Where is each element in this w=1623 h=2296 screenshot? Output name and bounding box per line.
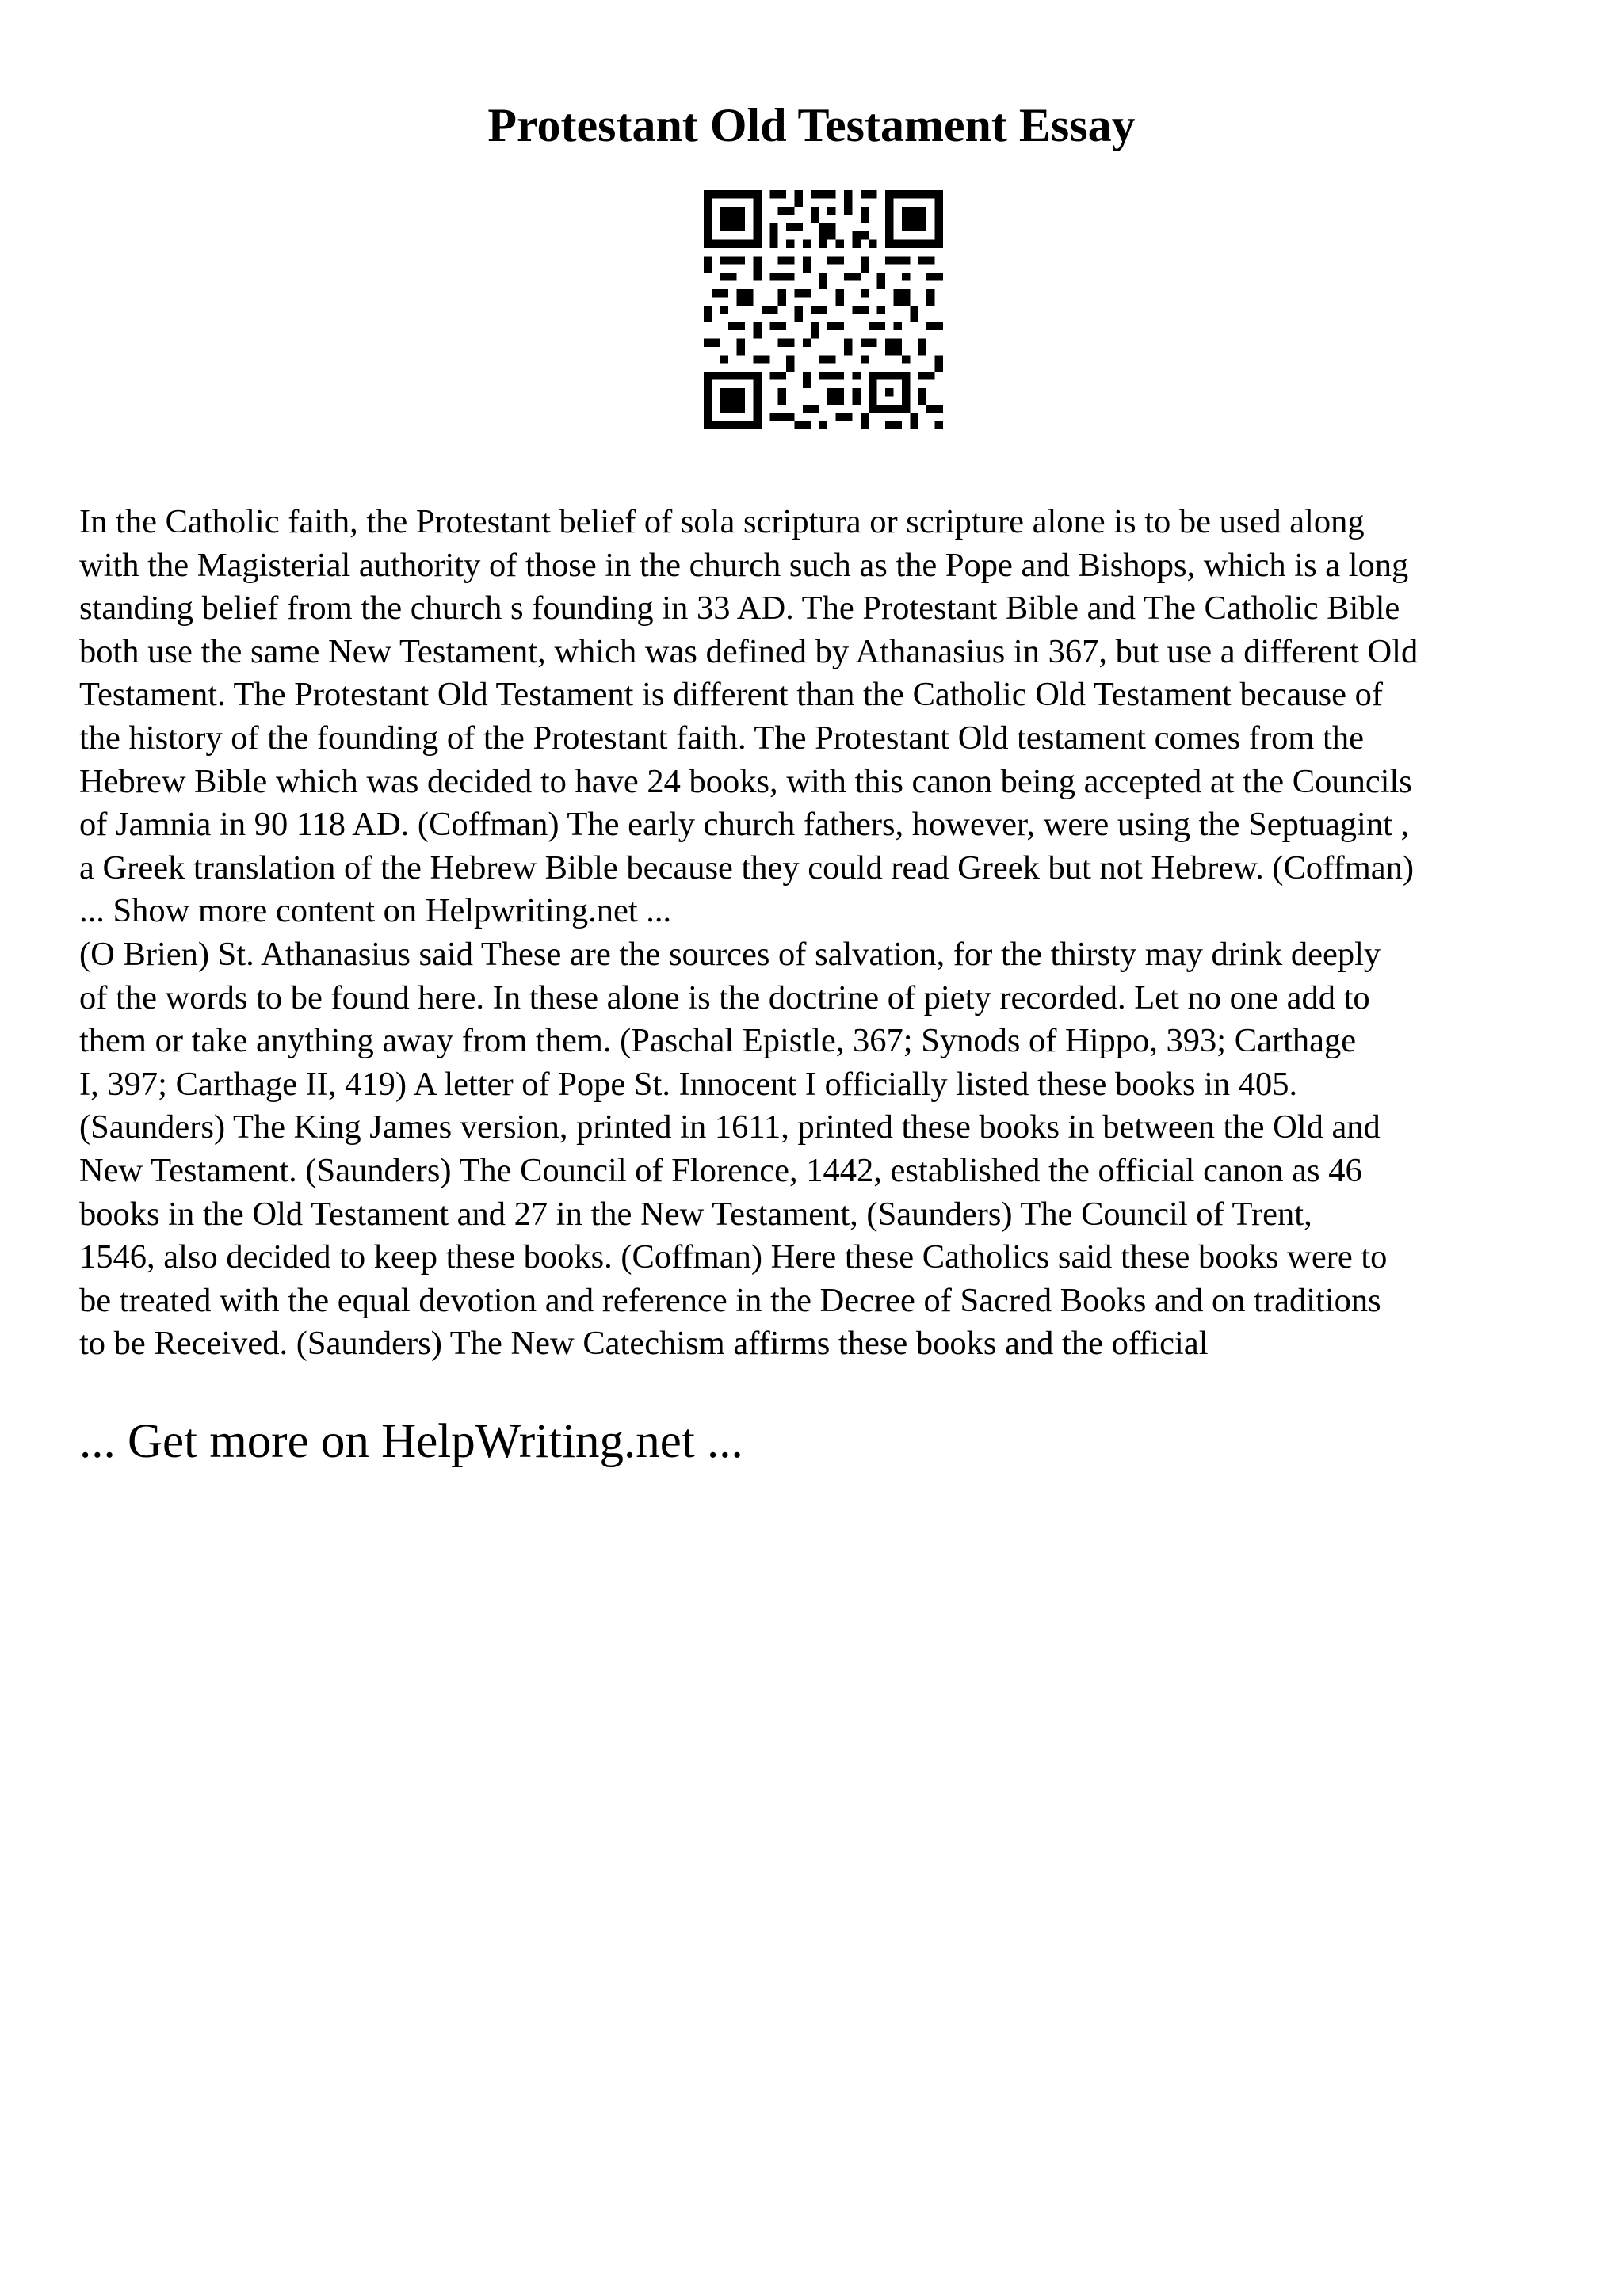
essay-line: of the words to be found here. In these alone is the doctrine of piety recorded. Let no one add to bbox=[79, 978, 1370, 1016]
essay-line: a Greek translation of the Hebrew Bible because they could read Greek but not Hebrew. (Coffman) bbox=[79, 849, 1415, 887]
qr-code-icon bbox=[704, 190, 943, 429]
qr-code-graphic bbox=[704, 190, 943, 429]
essay-line: standing belief from the church s founding in 33 AD. The Protestant Bible and The Catholic Bible bbox=[79, 589, 1400, 627]
page-title: Protestant Old Testament Essay bbox=[487, 99, 1136, 151]
essay-line: of Jamnia in 90 118 AD. (Coffman) The early church fathers, however, were using the Septuagint , bbox=[79, 806, 1410, 844]
essay-line: them or take anything away from them. (Paschal Epistle, 367; Synods of Hippo, 393; Carthage bbox=[79, 1022, 1357, 1060]
essay-line: books in the Old Testament and 27 in the New Testament, (Saunders) The Council of Trent, bbox=[79, 1195, 1312, 1233]
show-more-link[interactable]: ... Show more content on Helpwriting.net ... bbox=[79, 892, 672, 930]
essay-line: Testament. The Protestant Old Testament is different than the Catholic Old Testament because of bbox=[79, 676, 1384, 714]
essay-line: In the Catholic faith, the Protestant belief of sola scriptura or scripture alone is to be used along bbox=[79, 503, 1365, 540]
essay-line: New Testament. (Saunders) The Council of Florence, 1442, established the official canon as 46 bbox=[79, 1151, 1362, 1189]
essay-line: with the Magisterial authority of those in the church such as the Pope and Bishops, which is a long bbox=[79, 546, 1409, 584]
essay-line: the history of the founding of the Protestant faith. The Protestant Old testament comes from the bbox=[79, 719, 1364, 757]
essay-line: Hebrew Bible which was decided to have 24 books, with this canon being accepted at the Councils bbox=[79, 762, 1412, 800]
essay-line: (O Brien) St. Athanasius said These are the sources of salvation, for the thirsty may drink deeply bbox=[79, 935, 1381, 973]
essay-line: to be Received. (Saunders) The New Catechism affirms these books and the official bbox=[79, 1325, 1209, 1363]
essay-line: 1546, also decided to keep these books. (Coffman) Here these Catholics said these books were to bbox=[79, 1238, 1388, 1276]
essay-line: (Saunders) The King James version, printed in 1611, printed these books in between the Old and bbox=[79, 1108, 1381, 1146]
essay-line: both use the same New Testament, which was defined by Athanasius in 367, but use a different Old bbox=[79, 632, 1419, 670]
get-more-link[interactable]: ... Get more on HelpWriting.net ... bbox=[79, 1415, 743, 1468]
essay-body bbox=[79, 501, 1569, 1366]
essay-line: be treated with the equal devotion and reference in the Decree of Sacred Books and on traditions bbox=[79, 1281, 1381, 1319]
essay-line: I, 397; Carthage II, 419) A letter of Pope St. Innocent I officially listed these books in 405. bbox=[79, 1065, 1298, 1103]
